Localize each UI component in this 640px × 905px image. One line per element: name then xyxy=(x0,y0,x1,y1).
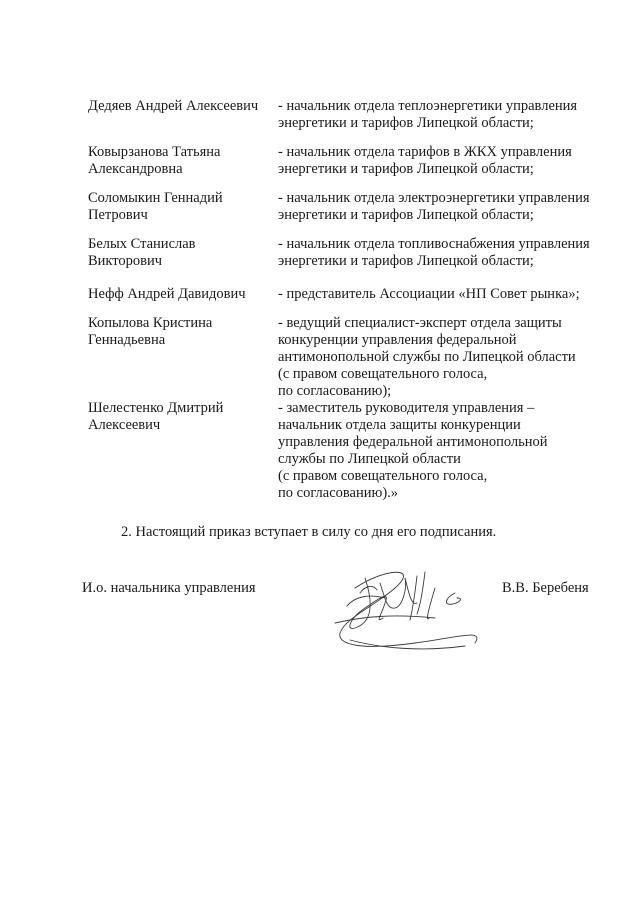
member-role: - начальник отдела топливоснабжения управления энергетики и тарифов Липецкой области; xyxy=(278,236,590,269)
member-row xyxy=(88,190,618,224)
member-role: - начальник отдела электроэнергетики управления энергетики и тарифов Липецкой области; xyxy=(278,190,590,223)
member-row xyxy=(88,400,618,502)
member-role: - начальник отдела тарифов в ЖКХ управления энергетики и тарифов Липецкой области; xyxy=(278,144,572,177)
signature-block xyxy=(82,580,622,610)
member-row xyxy=(88,144,618,178)
member-row xyxy=(88,236,618,270)
clause-2-text: 2. Настоящий приказ вступает в силу со дня его подписания. xyxy=(121,524,497,540)
member-row xyxy=(88,315,618,400)
signatory-name: В.В. Беребеня xyxy=(502,580,589,596)
commission-member-list xyxy=(88,98,618,502)
member-role: - начальник отдела теплоэнергетики управления энергетики и тарифов Липецкой области; xyxy=(278,98,578,131)
member-name: Дедяев Андрей Алексеевич xyxy=(88,98,259,114)
member-role: - заместитель руководителя управления – начальник отдела защиты конкуренции управления федеральной антимонопольной службы по Липецкой области (с правом совещательного голоса, по согласованию).» xyxy=(278,400,548,501)
member-name: Соломыкин Геннадий Петрович xyxy=(88,190,223,223)
member-row xyxy=(88,98,618,132)
member-name: Нефф Андрей Давидович xyxy=(88,286,246,302)
member-name: Шелестенко Дмитрий Алексеевич xyxy=(88,400,224,433)
member-role: - представитель Ассоциации «НП Совет рынка»; xyxy=(278,286,580,302)
member-role: - ведущий специалист-эксперт отдела защиты конкуренции управления федеральной антимонопольной службы по Липецкой области (с правом совещательного голоса, по согласованию); xyxy=(278,315,576,399)
member-name: Ковырзанова Татьяна Александровна xyxy=(88,144,221,177)
member-name: Копылова Кристина Геннадьевна xyxy=(88,315,213,348)
member-name: Белых Станислав Викторович xyxy=(88,236,196,269)
signatory-title: И.о. начальника управления xyxy=(82,580,256,596)
member-row xyxy=(88,286,618,303)
